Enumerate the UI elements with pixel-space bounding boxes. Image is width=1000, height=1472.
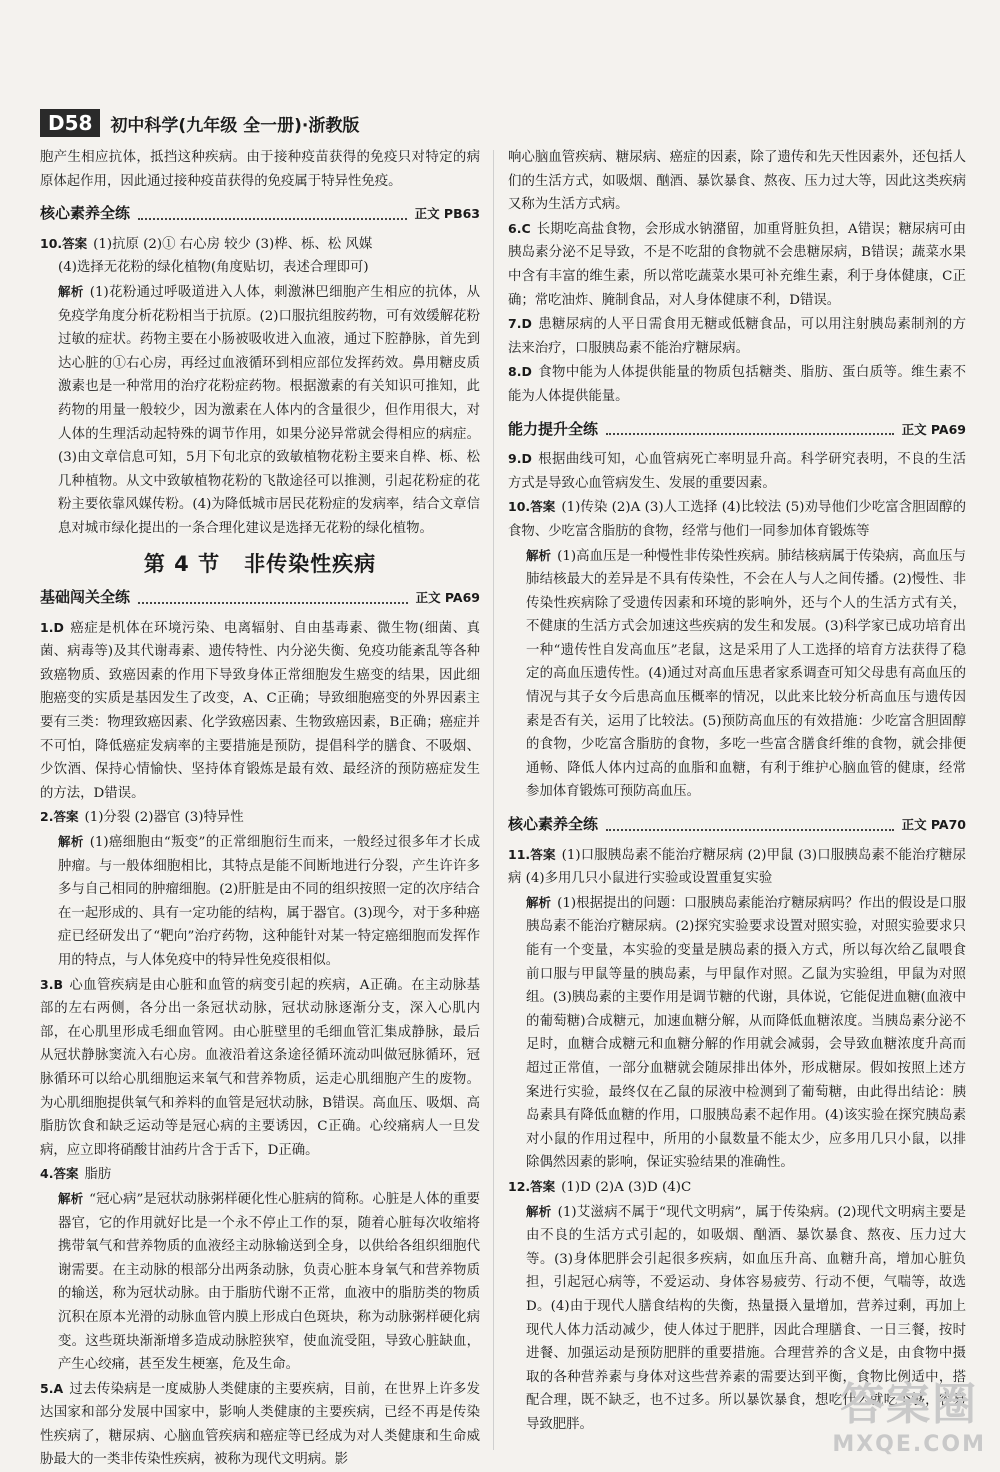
dotted-leader bbox=[606, 423, 894, 435]
question-10-right bbox=[508, 495, 966, 804]
book-title: 初中科学(九年级 全一册)·浙教版 bbox=[110, 115, 360, 136]
question-number: 3.B bbox=[40, 976, 63, 992]
question-text: 根据曲线可知，心血管病死亡率明显升高。科学研究表明，不良的生活方式是导致心血管病发生、发展的重要因素。 bbox=[508, 452, 966, 491]
right-column bbox=[508, 146, 966, 1436]
question-number: 7.D bbox=[508, 316, 532, 332]
question-number: 1.D bbox=[40, 619, 64, 635]
question-3 bbox=[40, 973, 480, 1163]
chapter-name: 非传染性疾病 bbox=[244, 551, 377, 576]
explanation-text: “冠心病”是冠状动脉粥样硬化性心脏病的简称。心脏是人体的重要器官，它的作用就好比是一个永不停止工作的泵，随着心脏每次收缩将携带氧气和营养物质的血液经主动脉输送到全身，以供给各组织细胞代谢需要。在主动脉的根部分出两条动脉，负责心脏本身氧气和营养物质的输送，称为冠状动脉。由于脂肪代谢不正常，血液中的脂肪类的物质沉积在原本光滑的动脉血管内膜上形成白色斑块，称为动脉粥样硬化病变。这些斑块渐渐增多造成动脉腔狭窄，使血流受阻，导致心脏缺血，产生心绞痛，甚至发生梗塞，危及生命。 bbox=[58, 1191, 480, 1373]
explanation-label: 解析 bbox=[526, 547, 552, 563]
question-number: 11. bbox=[508, 846, 531, 862]
column-divider bbox=[493, 150, 494, 1450]
page-number: D58 bbox=[40, 109, 100, 137]
question-4 bbox=[40, 1162, 480, 1376]
answer-label: 答案 bbox=[53, 809, 79, 825]
explanation-text: (1)根据提出的问题：口服胰岛素能治疗糖尿病吗？作出的假设是口服胰岛素不能治疗糖尿病。(2)探究实验要求设置对照实验，对照实验要求只能有一个变量，本实验的变量是胰岛素的摄入方式，所以每次给乙鼠喂食前口服与甲鼠等量的胰岛素，与甲鼠作对照。乙鼠为实验组，甲鼠为对照组。(3)胰岛素的主要作用是调节糖的代谢，具体说，它能促进血糖(血液中的葡萄糖)合成糖元，加速血糖分解，从而降低血糖浓度。当胰岛素分泌不足时，血糖合成糖元和血糖分解的作用就会减弱，会导致血糖浓度升高而超过正常值，一部分血糖就会随尿排出体外，形成糖尿。假如按照上述方案进行实验，最终仅在乙鼠的尿液中检测到了葡萄糖，由此得出结论：胰岛素具有降低血糖的作用，口服胰岛素不起作用。(4)该实验在探究胰岛素对小鼠的作用过程中，所用的小鼠数量不能太少，应多用几只小鼠，以排除偶然因素的影响，保证实验结果的准确性。 bbox=[526, 895, 966, 1171]
question-text: 心血管疾病是由心脏和血管的病变引起的疾病，A正确。在主动脉基部的左右两侧，各分出一条冠状动脉，冠状动脉逐渐分支，深入心肌内部，在心肌里形成毛细血管网。由心脏壁里的毛细血管汇集成静脉，最后从冠状静脉窦流入右心房。血液沿着这条途径循环流动叫做冠脉循环，冠脉循环可以给心肌细胞运来氧气和营养物质，运走心肌细胞产生的废物。为心肌细胞提供氧气和养料的血管是冠状动脉，B错误。高血压、吸烟、高脂肪饮食和缺乏运动等是冠心病的主要诱因，C正确。心绞痛病人一旦发病，应立即将硝酸甘油药片含于舌下，D正确。 bbox=[40, 977, 480, 1158]
answer-label: 答案 bbox=[530, 846, 556, 862]
explanation-text: (1)癌细胞由“叛变”的正常细胞衍生而来，一般经过很多年才长成肿瘤。与一般体细胞相比，其特点是能不间断地进行分裂，产生许许多多与自己相同的肿瘤细胞。(2)肝脏是由不同的组织按照一定的次序结合在一起形成的、具有一定功能的结构，属于器官。(3)现今，对于多种癌症已经研发出了“靶向”治疗药物，这种能针对某一特定癌细胞而发挥作用的特点，与人体免疫中的特异性免疫很相似。 bbox=[58, 835, 480, 968]
answer-line bbox=[508, 1175, 966, 1200]
explanation bbox=[508, 544, 966, 805]
left-column bbox=[40, 146, 480, 1472]
question-8 bbox=[508, 360, 966, 408]
explanation-label: 解析 bbox=[526, 894, 552, 910]
question-number: 6.C bbox=[508, 220, 531, 236]
question-number: 10. bbox=[508, 499, 531, 515]
explanation-label: 解析 bbox=[58, 283, 84, 299]
watermark-text: 答案圈 bbox=[840, 1379, 979, 1430]
section-ref: 正文 PA70 bbox=[901, 817, 966, 833]
answer-label: 答案 bbox=[53, 1166, 79, 1182]
question-7 bbox=[508, 312, 966, 360]
section-title: 核心素养全练 bbox=[508, 815, 599, 834]
dotted-leader bbox=[138, 592, 408, 604]
page-header bbox=[40, 108, 359, 138]
explanation-text: (1)花粉通过呼吸道进入人体，刺激淋巴细胞产生相应的抗体，从免疫学角度分析花粉相当于抗原。(2)口服抗组胺药物，可有效缓解花粉过敏的症状。药物主要在小肠被吸收进入血液，通过下腔静脉，首先到达心脏的①右心房，再经过血液循环到相应部位发挥药效。鼻用糖皮质激素也是一种常用的治疗花粉症药物。根据激素的有关知识可推知，此药物的用量一般较少，因为激素在人体内的含量很少，但作用很大，对人体的生理活动起特殊的调节作用，如果分泌异常就会得相应的病症。(3)由文章信息可知，5月下旬北京的致敏植物花粉主要来自桦、栎、松几种植物。从文中致敏植物花粉的飞散途径可以推测，引起花粉症的花粉主要依靠风媒传粉。(4)为降低城市居民花粉症的发病率，结合文章信息对城市绿化提出的一条合理化建议是选择无花粉的绿化植物。 bbox=[58, 284, 480, 536]
explanation-label: 解析 bbox=[58, 834, 84, 850]
answer-line bbox=[40, 805, 480, 830]
answer-text: 脂肪 bbox=[84, 1167, 112, 1183]
watermark-url: MXQE.COM bbox=[832, 1432, 986, 1457]
section-ref: 正文 PA69 bbox=[901, 421, 966, 437]
question-text: 癌症是机体在环境污染、电离辐射、自由基毒素、微生物(细菌、真菌、病毒等)及其代谢毒素、遗传特性、内分泌失衡、免疫功能紊乱等各种致癌物质、致癌因素的作用下导致身体正常细胞发生癌变的结果，因此细胞癌变的实质是基因发生了改变，A、C正确；导致细胞癌变的外界因素主要有三类：物理致癌因素、化学致癌因素、生物致癌因素，B正确；癌症并不可怕，降低癌症发病率的主要措施是预防，提倡科学的膳食、不吸烟、少饮酒、保持心情愉快、坚持体育锻炼是最有效、最经济的预防癌症发生的方法，D错误。 bbox=[40, 620, 480, 801]
dotted-leader bbox=[606, 819, 894, 831]
question-number: 8.D bbox=[508, 364, 532, 380]
chapter-number: 第 4 节 bbox=[143, 551, 221, 576]
dotted-leader bbox=[138, 208, 407, 220]
answer-text: (1)口服胰岛素不能治疗糖尿病 (2)甲鼠 (3)口服胰岛素不能治疗糖尿病 (4)多用几只小鼠进行实验或设置重复实验 bbox=[508, 847, 966, 887]
question-text: 患糖尿病的人平日需食用无糖或低糖食品，可以用注射胰岛素制剂的方法来治疗，口服胰岛素不能治疗糖尿病。 bbox=[508, 317, 966, 356]
answer-text: (1)分裂 (2)器官 (3)特异性 bbox=[84, 810, 244, 826]
question-number: 2. bbox=[40, 809, 54, 825]
answer-line bbox=[508, 843, 966, 891]
section-title: 能力提升全练 bbox=[508, 419, 599, 438]
section-heading bbox=[508, 813, 966, 837]
answer-text-2: (4)选择无花粉的绿化植物(角度贴切，表述合理即可) bbox=[58, 260, 369, 276]
section-title: 基础闯关全练 bbox=[40, 588, 131, 607]
question-number: 5.A bbox=[40, 1380, 64, 1396]
explanation bbox=[40, 280, 480, 541]
question-1 bbox=[40, 616, 480, 806]
continued-paragraph: 响心脑血管疾病、糖尿病、癌症的因素，除了遗传和先天性因素外，还包括人们的生活方式，如吸烟、酗酒、暴饮暴食、熬夜、压力过大等，因此这类疾病又称为生活方式病。 bbox=[508, 150, 966, 213]
answer-line bbox=[508, 495, 966, 543]
answer-line bbox=[40, 232, 480, 257]
section-heading bbox=[508, 418, 966, 442]
question-10-left bbox=[40, 232, 480, 541]
question-9 bbox=[508, 447, 966, 495]
watermark-logo bbox=[832, 1368, 986, 1457]
question-text: 过去传染病是一度威胁人类健康的主要疾病，目前，在世界上许多发达国家和部分发展中国家中，影响人类健康的主要疾病，已经不再是传染性疾病了，糖尿病、心脑血管疾病和癌症等已经成为对人类健康和生命威胁最大的一类非传染性疾病，被称为现代文明病。影 bbox=[40, 1381, 480, 1468]
explanation bbox=[508, 891, 966, 1175]
question-number: 10. bbox=[40, 235, 63, 251]
question-6 bbox=[508, 217, 966, 312]
question-2 bbox=[40, 805, 480, 972]
section-heading bbox=[40, 586, 480, 610]
section-ref: 正文 PB63 bbox=[414, 206, 480, 222]
explanation-label: 解析 bbox=[526, 1203, 552, 1219]
question-text: 长期吃高盐食物，会形成水钠潴留，加重肾脏负担，A错误；糖尿病可由胰岛素分泌不足导致，不是不吃甜的食物就不会患糖尿病，B错误；蔬菜水果中含有丰富的维生素，所以常吃蔬菜水果可补充维生素，利于身体健康，C正确；常吃油炸、腌制食品，对人身体健康不利，D错误。 bbox=[508, 221, 966, 308]
explanation-text: (1)艾滋病不属于“现代文明病”，属于传染病。(2)现代文明病主要是由不良的生活方式引起的，如吸烟、酗酒、暴饮暴食、熬夜、压力过大等。(3)身体肥胖会引起很多疾病，如血压升高、血糖升高，增加心脏负担，引起冠心病等，不爱运动、身体容易疲劳、行动不便，气喘等，故选D。(4)由于现代人膳食结构的失衡，热量摄入量增加，营养过剩，再加上现代人体力活动减少，使人体过于肥胖，因此合理膳食、一日三餐，按时进餐、加强运动是预防肥胖的重要措施。合理营养的含义是，由食物中摄取的各种营养素与身体对这些营养素的需要达到平衡，食物比例适中，搭配合理，既不缺乏，也不过多。所以暴饮暴食，想吃什么就吃个够，容易导致肥胖。 bbox=[526, 1204, 966, 1432]
explanation bbox=[40, 1187, 480, 1377]
question-number: 4. bbox=[40, 1166, 54, 1182]
explanation-text: (1)高血压是一种慢性非传染性疾病。肺结核病属于传染病，高血压与肺结核最大的差异是不具有传染性，不会在人与人之间传播。(2)慢性、非传染性疾病除了受遗传因素和环境的影响外，还与个人的生活方式有关，不健康的生活方式会加速这些疾病的发生和发展。(3)科学家已成功培育出一种“遗传性自发高血压”老鼠，这是采用了人工选择的培育方法获得了稳定的高血压遗传性。(4)通过对高血压患者家系调查可知父母患有高血压的情况与其子女今后患高血压概率的情况，以此来比较分析高血压与遗传因素是否有关，运用了比较法。(5)预防高血压的有效措施：少吃富含胆固醇的食物，少吃富含脂肪的食物，多吃一些富含膳食纤维的食物，就会排便通畅、降低人体内过高的血脂和血糖，有利于维护心脑血管的健康，经常参加体育锻炼可预防高血压。 bbox=[526, 548, 966, 800]
section-ref: 正文 PA69 bbox=[415, 590, 480, 606]
answer-label: 答案 bbox=[530, 1178, 556, 1194]
explanation bbox=[40, 830, 480, 973]
answer-text: (1)传染 (2)A (3)人工选择 (4)比较法 (5)劝导他们少吃富含胆固醇的食物、少吃富含脂肪的食物，经常与他们一同参加体育锻炼等 bbox=[508, 500, 966, 539]
explanation-label: 解析 bbox=[58, 1190, 84, 1206]
question-5 bbox=[40, 1377, 480, 1472]
section-heading bbox=[40, 202, 480, 226]
question-text: 食物中能为人体提供能量的物质包括糖类、脂肪、蛋白质等。维生素不能为人体提供能量。 bbox=[508, 365, 966, 404]
answer-label: 答案 bbox=[62, 235, 88, 251]
intro-paragraph: 胞产生相应抗体，抵挡这种疾病。由于接种疫苗获得的免疫只对特定的病原体起作用，因此通过接种疫苗获得的免疫属于特异性免疫。 bbox=[40, 150, 480, 189]
question-number: 12. bbox=[508, 1178, 531, 1194]
answer-line bbox=[40, 1162, 480, 1187]
chapter-title bbox=[40, 553, 480, 577]
answer-text: (1)抗原 (2)① 右心房 较少 (3)桦、栎、松 风媒 bbox=[93, 236, 373, 252]
answer-text: (1)D (2)A (3)D (4)C bbox=[561, 1179, 692, 1195]
answer-label: 答案 bbox=[530, 499, 556, 515]
question-number: 9.D bbox=[508, 451, 532, 467]
question-11 bbox=[508, 843, 966, 1175]
section-title: 核心素养全练 bbox=[40, 204, 131, 223]
